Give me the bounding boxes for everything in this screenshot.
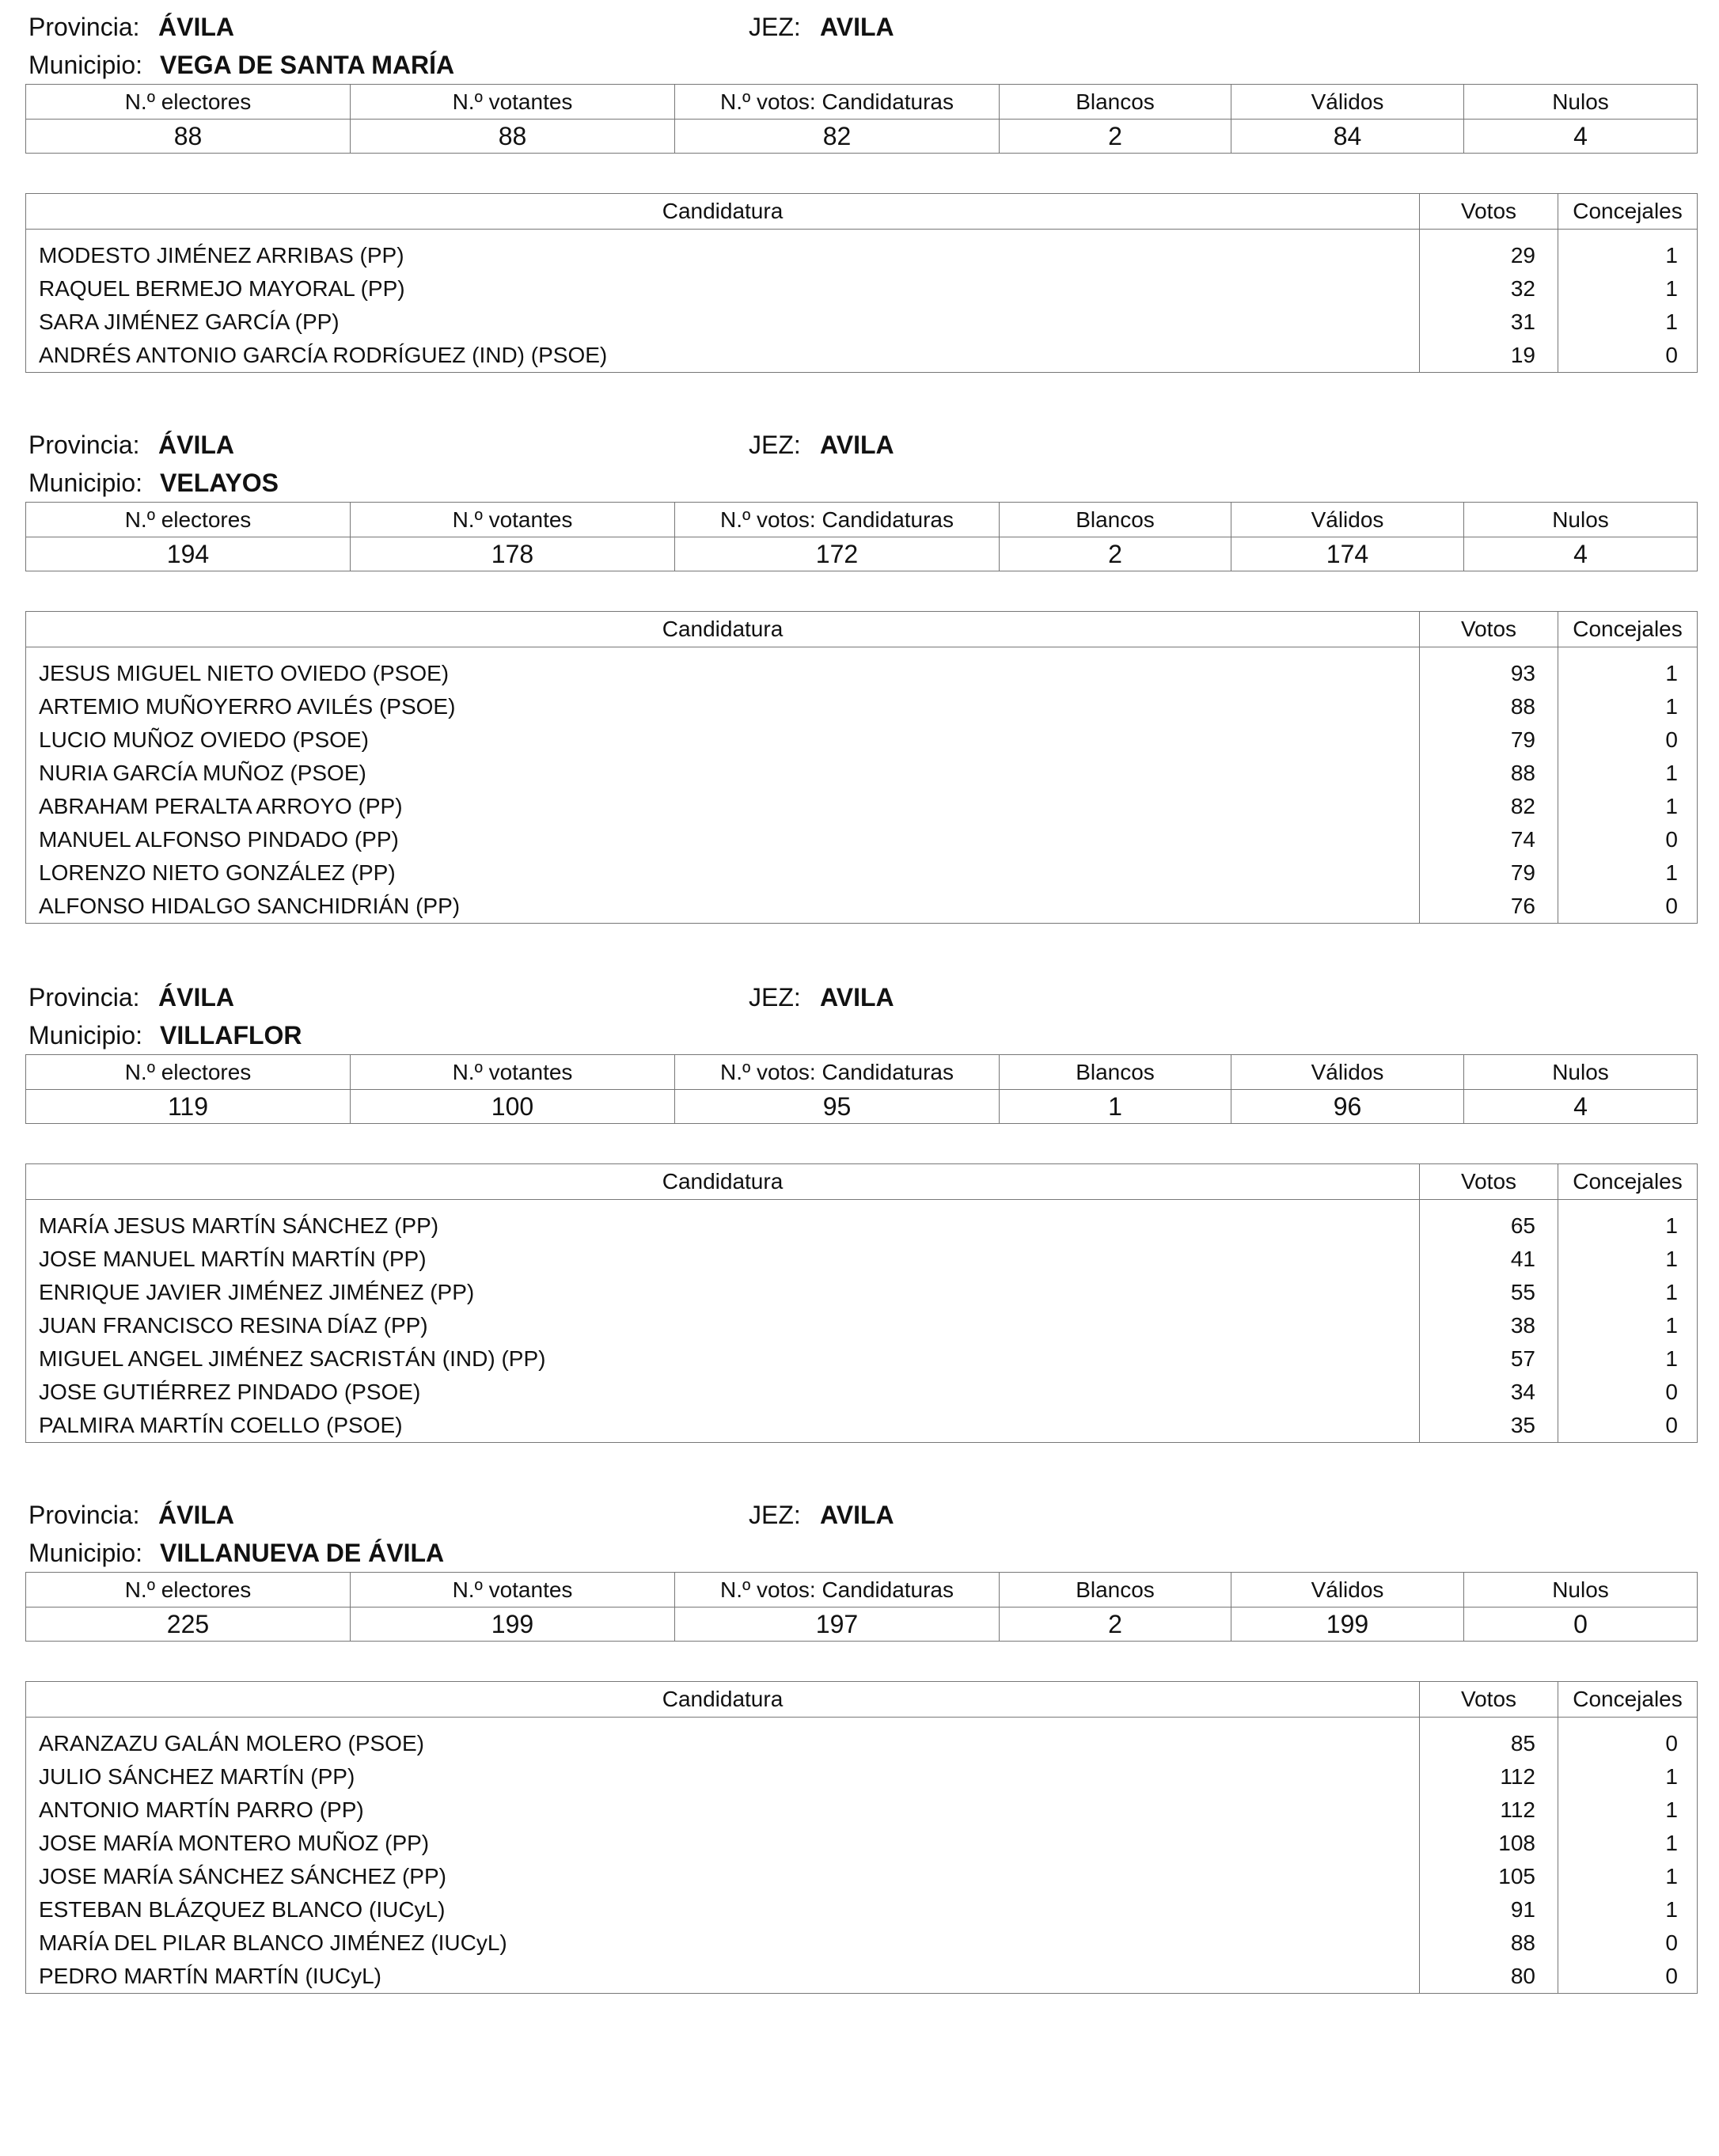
spacer-row — [26, 1200, 1698, 1210]
stats-header-cell: Nulos — [1464, 1055, 1698, 1090]
municipio-value: VILLANUEVA DE ÁVILA — [160, 1539, 445, 1567]
candidate-row — [26, 239, 1698, 272]
candidate-row — [26, 1276, 1698, 1309]
candidates-table — [25, 1681, 1698, 1994]
candidate-row — [26, 1342, 1698, 1376]
municipio-value: VELAYOS — [160, 469, 279, 497]
candidate-votos: 93 — [1420, 657, 1558, 690]
municipio-label: Municipio: — [28, 469, 143, 497]
candidatura-header: Candidatura — [26, 612, 1420, 647]
candidate-name: ABRAHAM PERALTA ARROYO (PP) — [26, 790, 1420, 823]
candidate-row — [26, 856, 1698, 890]
stats-header-cell: Nulos — [1464, 1573, 1698, 1608]
jez-value: AVILA — [820, 983, 894, 1012]
candidate-votos: 85 — [1420, 1727, 1558, 1760]
candidate-votos: 112 — [1420, 1794, 1558, 1827]
section-header — [25, 972, 1697, 1059]
municipio-label: Municipio: — [28, 51, 143, 79]
concejales-header: Concejales — [1558, 1682, 1698, 1718]
stats-value-cell: 88 — [26, 120, 351, 154]
candidate-name: ENRIQUE JAVIER JIMÉNEZ JIMÉNEZ (PP) — [26, 1276, 1420, 1309]
candidate-concejales: 1 — [1558, 1827, 1698, 1860]
candidate-row — [26, 1926, 1698, 1960]
candidate-row — [26, 1893, 1698, 1926]
candidate-votos: 35 — [1420, 1409, 1558, 1443]
candidate-concejales: 1 — [1558, 790, 1698, 823]
candidate-name: ARTEMIO MUÑOYERRO AVILÉS (PSOE) — [26, 690, 1420, 723]
candidate-row — [26, 723, 1698, 757]
candidate-votos: 29 — [1420, 239, 1558, 272]
stats-header-row — [26, 1573, 1698, 1608]
candidate-row — [26, 1827, 1698, 1860]
candidate-name: ALFONSO HIDALGO SANCHIDRIÁN (PP) — [26, 890, 1420, 924]
stats-value-cell: 197 — [675, 1608, 1000, 1642]
jez-label: JEZ: — [749, 13, 801, 41]
candidate-concejales: 1 — [1558, 1309, 1698, 1342]
candidates-table — [25, 611, 1698, 924]
candidate-row — [26, 306, 1698, 339]
stats-value-cell: 2 — [1000, 1608, 1231, 1642]
candidates-header-row — [26, 194, 1698, 230]
candidate-votos: 91 — [1420, 1893, 1558, 1926]
stats-value-cell: 84 — [1231, 120, 1464, 154]
stats-value-cell: 95 — [675, 1090, 1000, 1124]
stats-header-cell: Nulos — [1464, 85, 1698, 120]
provincia-value: ÁVILA — [158, 13, 234, 41]
stats-value-cell: 88 — [351, 120, 675, 154]
candidate-row — [26, 1409, 1698, 1443]
section-header — [25, 419, 1697, 507]
candidate-votos: 34 — [1420, 1376, 1558, 1409]
concejales-header: Concejales — [1558, 612, 1698, 647]
candidate-name: JUAN FRANCISCO RESINA DÍAZ (PP) — [26, 1309, 1420, 1342]
stats-header-cell: N.º votos: Candidaturas — [675, 85, 1000, 120]
stats-value-cell: 82 — [675, 120, 1000, 154]
stats-value-cell: 225 — [26, 1608, 351, 1642]
candidate-name: ANTONIO MARTÍN PARRO (PP) — [26, 1794, 1420, 1827]
candidate-concejales: 0 — [1558, 1960, 1698, 1994]
votos-header: Votos — [1420, 1164, 1558, 1200]
candidate-concejales: 1 — [1558, 1209, 1698, 1243]
candidate-concejales: 0 — [1558, 1727, 1698, 1760]
stats-table — [25, 502, 1698, 571]
provincia-label: Provincia: — [28, 1501, 140, 1529]
candidate-concejales: 0 — [1558, 890, 1698, 924]
stats-table — [25, 84, 1698, 154]
stats-header-row — [26, 503, 1698, 537]
candidate-name: JOSE MARÍA MONTERO MUÑOZ (PP) — [26, 1827, 1420, 1860]
stats-value-cell: 2 — [1000, 120, 1231, 154]
votos-header: Votos — [1420, 194, 1558, 230]
candidate-concejales: 0 — [1558, 1376, 1698, 1409]
candidate-votos: 41 — [1420, 1243, 1558, 1276]
stats-value-cell: 199 — [1231, 1608, 1464, 1642]
concejales-header: Concejales — [1558, 194, 1698, 230]
candidate-concejales: 1 — [1558, 757, 1698, 790]
stats-value-row — [26, 120, 1698, 154]
municipality-section — [25, 1490, 1697, 1988]
candidates-table — [25, 1163, 1698, 1443]
candidate-name: ESTEBAN BLÁZQUEZ BLANCO (IUCyL) — [26, 1893, 1420, 1926]
candidate-name: SARA JIMÉNEZ GARCÍA (PP) — [26, 306, 1420, 339]
candidate-concejales: 1 — [1558, 1760, 1698, 1794]
stats-value-cell: 4 — [1464, 120, 1698, 154]
jez-label: JEZ: — [749, 1501, 801, 1529]
stats-header-cell: N.º electores — [26, 503, 351, 537]
candidate-votos: 88 — [1420, 690, 1558, 723]
provincia-label: Provincia: — [28, 13, 140, 41]
jez-value: AVILA — [820, 13, 894, 41]
candidate-concejales: 0 — [1558, 723, 1698, 757]
candidatura-header: Candidatura — [26, 1682, 1420, 1718]
stats-header-cell: Válidos — [1231, 85, 1464, 120]
candidate-row — [26, 1309, 1698, 1342]
stats-header-cell: N.º electores — [26, 85, 351, 120]
stats-header-cell: Nulos — [1464, 503, 1698, 537]
candidate-row — [26, 1376, 1698, 1409]
candidate-concejales: 1 — [1558, 1860, 1698, 1893]
candidate-concejales: 1 — [1558, 1342, 1698, 1376]
provincia-label: Provincia: — [28, 983, 140, 1012]
votos-header: Votos — [1420, 1682, 1558, 1718]
candidate-row — [26, 823, 1698, 856]
candidate-votos: 105 — [1420, 1860, 1558, 1893]
stats-table — [25, 1572, 1698, 1642]
provincia-value: ÁVILA — [158, 983, 234, 1012]
candidate-votos: 76 — [1420, 890, 1558, 924]
stats-header-cell: Válidos — [1231, 503, 1464, 537]
municipality-section — [25, 2, 1697, 367]
jez-value: AVILA — [820, 431, 894, 459]
candidatura-header: Candidatura — [26, 1164, 1420, 1200]
section-header — [25, 1490, 1697, 1577]
candidate-concejales: 1 — [1558, 239, 1698, 272]
stats-value-row — [26, 537, 1698, 571]
candidate-name: ARANZAZU GALÁN MOLERO (PSOE) — [26, 1727, 1420, 1760]
candidate-name: RAQUEL BERMEJO MAYORAL (PP) — [26, 272, 1420, 306]
candidate-votos: 32 — [1420, 272, 1558, 306]
section-header — [25, 2, 1697, 89]
candidate-name: MODESTO JIMÉNEZ ARRIBAS (PP) — [26, 239, 1420, 272]
candidate-row — [26, 339, 1698, 373]
stats-header-cell: Blancos — [1000, 85, 1231, 120]
candidate-votos: 79 — [1420, 723, 1558, 757]
stats-header-cell: N.º electores — [26, 1573, 351, 1608]
candidate-votos: 65 — [1420, 1209, 1558, 1243]
candidate-row — [26, 1960, 1698, 1994]
candidate-name: MANUEL ALFONSO PINDADO (PP) — [26, 823, 1420, 856]
stats-table — [25, 1054, 1698, 1124]
candidate-concejales: 0 — [1558, 1926, 1698, 1960]
candidate-concejales: 1 — [1558, 657, 1698, 690]
candidate-votos: 88 — [1420, 757, 1558, 790]
stats-value-cell: 1 — [1000, 1090, 1231, 1124]
candidatura-header: Candidatura — [26, 194, 1420, 230]
candidate-row — [26, 790, 1698, 823]
stats-value-cell: 174 — [1231, 537, 1464, 571]
candidate-row — [26, 690, 1698, 723]
concejales-header: Concejales — [1558, 1164, 1698, 1200]
stats-header-row — [26, 1055, 1698, 1090]
candidate-votos: 31 — [1420, 306, 1558, 339]
candidate-name: PEDRO MARTÍN MARTÍN (IUCyL) — [26, 1960, 1420, 1994]
candidate-concejales: 1 — [1558, 856, 1698, 890]
candidates-header-row — [26, 1164, 1698, 1200]
stats-value-cell: 2 — [1000, 537, 1231, 571]
candidate-row — [26, 1760, 1698, 1794]
stats-value-row — [26, 1608, 1698, 1642]
spacer-row — [26, 230, 1698, 240]
candidate-name: JOSE GUTIÉRREZ PINDADO (PSOE) — [26, 1376, 1420, 1409]
candidates-header-row — [26, 1682, 1698, 1718]
stats-header-cell: N.º votantes — [351, 1055, 675, 1090]
candidate-name: PALMIRA MARTÍN COELLO (PSOE) — [26, 1409, 1420, 1443]
spacer-row — [26, 647, 1698, 658]
stats-value-cell: 119 — [26, 1090, 351, 1124]
candidate-concejales: 1 — [1558, 1243, 1698, 1276]
candidate-concejales: 0 — [1558, 823, 1698, 856]
stats-header-cell: Blancos — [1000, 503, 1231, 537]
candidate-name: LORENZO NIETO GONZÁLEZ (PP) — [26, 856, 1420, 890]
candidate-name: MARÍA JESUS MARTÍN SÁNCHEZ (PP) — [26, 1209, 1420, 1243]
candidates-table — [25, 193, 1698, 373]
stats-header-cell: N.º votos: Candidaturas — [675, 1573, 1000, 1608]
municipality-section — [25, 419, 1697, 918]
candidate-votos: 57 — [1420, 1342, 1558, 1376]
stats-header-cell: Válidos — [1231, 1573, 1464, 1608]
candidate-row — [26, 1243, 1698, 1276]
provincia-value: ÁVILA — [158, 431, 234, 459]
stats-value-row — [26, 1090, 1698, 1124]
candidate-row — [26, 890, 1698, 924]
provincia-value: ÁVILA — [158, 1501, 234, 1529]
stats-header-cell: N.º votos: Candidaturas — [675, 503, 1000, 537]
candidate-votos: 112 — [1420, 1760, 1558, 1794]
candidates-header-row — [26, 612, 1698, 647]
candidate-concejales: 1 — [1558, 690, 1698, 723]
provincia-label: Provincia: — [28, 431, 140, 459]
candidate-votos: 38 — [1420, 1309, 1558, 1342]
candidate-name: ANDRÉS ANTONIO GARCÍA RODRÍGUEZ (IND) (PSOE) — [26, 339, 1420, 373]
candidate-votos: 82 — [1420, 790, 1558, 823]
candidate-row — [26, 272, 1698, 306]
candidate-concejales: 1 — [1558, 306, 1698, 339]
municipio-label: Municipio: — [28, 1021, 143, 1050]
candidate-row — [26, 1860, 1698, 1893]
stats-header-row — [26, 85, 1698, 120]
candidate-concejales: 1 — [1558, 1276, 1698, 1309]
stats-value-cell: 4 — [1464, 1090, 1698, 1124]
candidate-concejales: 0 — [1558, 339, 1698, 373]
municipio-label: Municipio: — [28, 1539, 143, 1567]
stats-value-cell: 172 — [675, 537, 1000, 571]
stats-header-cell: N.º votantes — [351, 1573, 675, 1608]
stats-header-cell: Válidos — [1231, 1055, 1464, 1090]
candidate-votos: 55 — [1420, 1276, 1558, 1309]
candidate-name: JOSE MANUEL MARTÍN MARTÍN (PP) — [26, 1243, 1420, 1276]
candidate-votos: 108 — [1420, 1827, 1558, 1860]
candidate-row — [26, 657, 1698, 690]
candidate-name: MARÍA DEL PILAR BLANCO JIMÉNEZ (IUCyL) — [26, 1926, 1420, 1960]
candidate-name: LUCIO MUÑOZ OVIEDO (PSOE) — [26, 723, 1420, 757]
candidate-concejales: 1 — [1558, 272, 1698, 306]
candidate-concejales: 1 — [1558, 1893, 1698, 1926]
candidate-row — [26, 1794, 1698, 1827]
stats-value-cell: 199 — [351, 1608, 675, 1642]
candidate-name: JESUS MIGUEL NIETO OVIEDO (PSOE) — [26, 657, 1420, 690]
candidate-votos: 80 — [1420, 1960, 1558, 1994]
candidate-votos: 79 — [1420, 856, 1558, 890]
stats-header-cell: Blancos — [1000, 1055, 1231, 1090]
stats-header-cell: N.º electores — [26, 1055, 351, 1090]
stats-value-cell: 100 — [351, 1090, 675, 1124]
municipio-value: VILLAFLOR — [160, 1021, 302, 1050]
stats-header-cell: N.º votos: Candidaturas — [675, 1055, 1000, 1090]
candidate-row — [26, 1209, 1698, 1243]
stats-header-cell: N.º votantes — [351, 503, 675, 537]
candidate-votos: 88 — [1420, 1926, 1558, 1960]
candidate-name: JOSE MARÍA SÁNCHEZ SÁNCHEZ (PP) — [26, 1860, 1420, 1893]
jez-label: JEZ: — [749, 983, 801, 1012]
candidate-concejales: 0 — [1558, 1409, 1698, 1443]
municipality-section — [25, 972, 1697, 1437]
spacer-row — [26, 1718, 1698, 1728]
candidate-row — [26, 757, 1698, 790]
votos-header: Votos — [1420, 612, 1558, 647]
candidate-concejales: 1 — [1558, 1794, 1698, 1827]
stats-value-cell: 194 — [26, 537, 351, 571]
municipio-value: VEGA DE SANTA MARÍA — [160, 51, 455, 79]
candidate-name: JULIO SÁNCHEZ MARTÍN (PP) — [26, 1760, 1420, 1794]
stats-value-cell: 4 — [1464, 537, 1698, 571]
candidate-votos: 19 — [1420, 339, 1558, 373]
stats-value-cell: 96 — [1231, 1090, 1464, 1124]
candidate-row — [26, 1727, 1698, 1760]
jez-label: JEZ: — [749, 431, 801, 459]
stats-value-cell: 0 — [1464, 1608, 1698, 1642]
candidate-votos: 74 — [1420, 823, 1558, 856]
stats-value-cell: 178 — [351, 537, 675, 571]
stats-header-cell: Blancos — [1000, 1573, 1231, 1608]
jez-value: AVILA — [820, 1501, 894, 1529]
stats-header-cell: N.º votantes — [351, 85, 675, 120]
candidate-name: MIGUEL ANGEL JIMÉNEZ SACRISTÁN (IND) (PP) — [26, 1342, 1420, 1376]
candidate-name: NURIA GARCÍA MUÑOZ (PSOE) — [26, 757, 1420, 790]
